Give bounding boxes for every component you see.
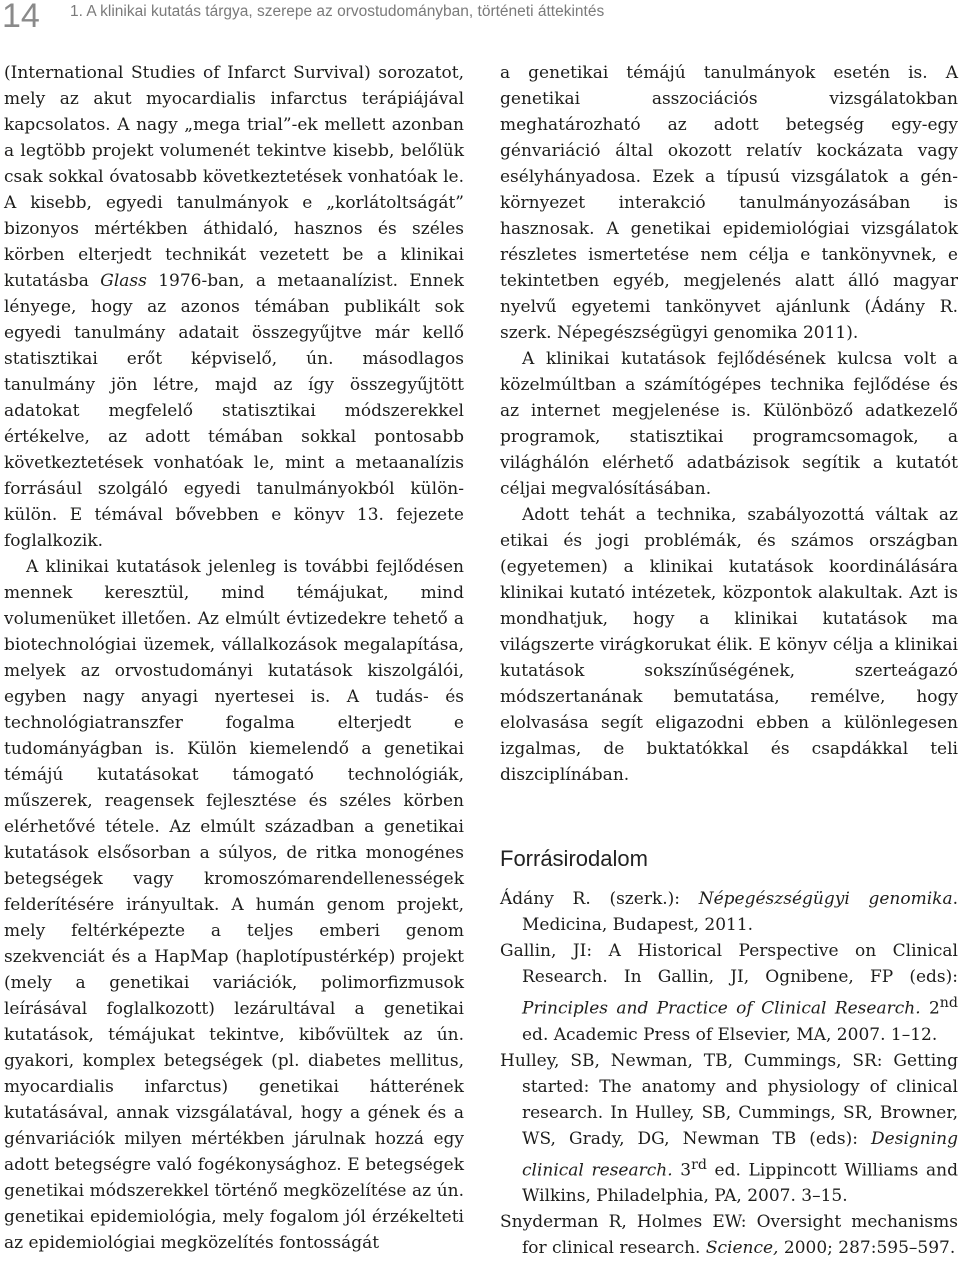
reference-item: Ádány R. (szerk.): Népegészségügyi genomika. Medicina, Budapest, 2011.: [500, 889, 958, 935]
paragraph: A klinikai kutatások jelenleg is további fejlődésen mennek keresztül, mind témájukat, mind volumenüket illetően. Az elmúlt évtizedekre tehető a biotechnológiai üzemek, vállalkozások megalapítása, melyek az orvostudományi kutatások kiszolgálói, egyben nagy anyagi nyertesei is. A tudás- és technológiatranszfer fogalma elterjedt e tudományágban is. Külön kiemelendő a genetikai témájú kutatásokat támogató technológiák, műszerek, reagensek fejlesztése és széles körben elérhetővé tétele. Az elmúlt században a genetikai kutatások elsősorban a súlyos, de ritka monogénes betegségek vagy kromoszómarendellenességek felderítésére irányultak. A humán genom projekt, mely feltérképezte a teljes emberi genom szekvenciát és a HapMap (haplotípustérkép) projekt (mely a genetikai variációk, polimorfizmusok leírásával foglalkozott) lezárultával a genetikai kutatások, témájukat tekintve, kibővültek az ún. gyakori, komplex betegségek (pl. diabetes mellitus, myocardialis infarctus) genetikai hátterének kutatásával, annak vizsgálatával, hogy a gének és a génvariációk milyen mértékben járulnak hozzá egy adott betegségre való fogékonysághoz. E betegségek genetikai módszerekkel történő megközelítése az ún. genetikai epidemiológia, mely fogalom jól érzékelteti az epidemiológiai megközelítés fontosságát: [4, 557, 464, 1253]
paragraph: Adott tehát a technika, szabályozottá váltak az etikai és jogi problémák, és számos országban (egyetemen) a klinikai kutatások koordinálására klinikai kutató intézetek, központok alakultak. Azt is mondhatjuk, hogy a klinikai kutatások ma világszerte virágkorukat élik. E könyv célja a klinikai kutatások sokszínűségének, szerteágazó módszertanának bemutatása, remélve, hogy elolvasása segít eligazodni ebben a különlegesen izgalmas, de buktatókkal és csapdákkal teli diszciplínában.: [500, 505, 958, 785]
page-number: 14: [2, 0, 40, 35]
right-column: [500, 60, 958, 788]
reference-item: Snyderman R, Holmes EW: Oversight mechanisms for clinical research. Science, 2000; 287:595–597.: [500, 1212, 958, 1259]
running-header: 1. A klinikai kutatás tárgya, szerepe az orvostudományban, történeti áttekintés: [70, 3, 605, 20]
left-column: [4, 60, 464, 1256]
paragraph: a genetikai témájú tanulmányok esetén is. A genetikai asszociációs vizsgálatokban meghatározható az adott betegség egy-egy génvariáció által okozott relatív kockázata vagy esélyhányadosa. Ezek a típusú vizsgálatok a gén-környezet interakció tanulmányozásában is hasznosak. A genetikai epidemiológiai vizsgálatok részletes ismertetése nem célja e tankönyvnek, e tekintetben egyéb, megjelenés alatt álló magyar nyelvű egyetemi tankönyvet ajánlunk (Ádány R. szerk. Népegészségügyi genomika 2011).: [500, 63, 958, 343]
reference-item: Gallin, JI: A Historical Perspective on Clinical Research. In Gallin, JI, Ognibene, FP (eds): Principles and Practice of Clinical Research. 2nd ed. Academic Press of Elsevier, MA, 2007. 1–12.: [500, 941, 958, 1045]
references-section: [500, 846, 958, 1261]
reference-item: Hulley, SB, Newman, TB, Cummings, SR: Getting started: The anatomy and physiology of clinical research. In Hulley, SB, Cummings, SR, Browner, WS, Grady, DG, Newman TB (eds): Designing clinical research. 3rd ed. Lippincott Williams and Wilkins, Philadelphia, PA, 2007. 3–15.: [500, 1050, 958, 1207]
references-heading: Forrásirodalom: [500, 846, 648, 871]
paragraph: (International Studies of Infarct Survival) sorozatot, mely az akut myocardialis infarctus terápiájával kapcsolatos. A nagy „mega trial”-ek mellett azonban a legtöbb projekt volumenét tekintve kisebb, belőlük csak sokkal óvatosabb következtetések vonhatóak le. A kisebb, egyedi tanulmányok e „korlátoltságát” bizonyos mértékben áthidaló, hasznos és széles körben elterjedt technikát vezetett be a klinikai kutatásba Glass 1976-ban, a metaanalízist. Ennek lényege, hogy az azonos témában publikált sok egyedi tanulmány adatait összegyűjtve már kellő statisztikai erőt képviselő, ún. másodlagos tanulmány jön létre, majd az így összegyűjtött adatokat megfelelő statisztikai módszerekkel értékelve, az adott témában sokkal pontosabb következtetések vonhatóak le, mint a metaanalízis forrásául szolgáló egyedi tanulmányokból külön-külön. E témával bővebben e könyv 13. fejezete foglalkozik.: [4, 63, 464, 551]
paragraph: A klinikai kutatások fejlődésének kulcsa volt a közelmúltban a számítógépes technika fejlődése és az internet megjelenése is. Különböző adatkezelő programok, statisztikai programcsomagok, a világhálón elérhető adatbázisok segítik a kutatót céljai megvalósításában.: [500, 349, 958, 499]
